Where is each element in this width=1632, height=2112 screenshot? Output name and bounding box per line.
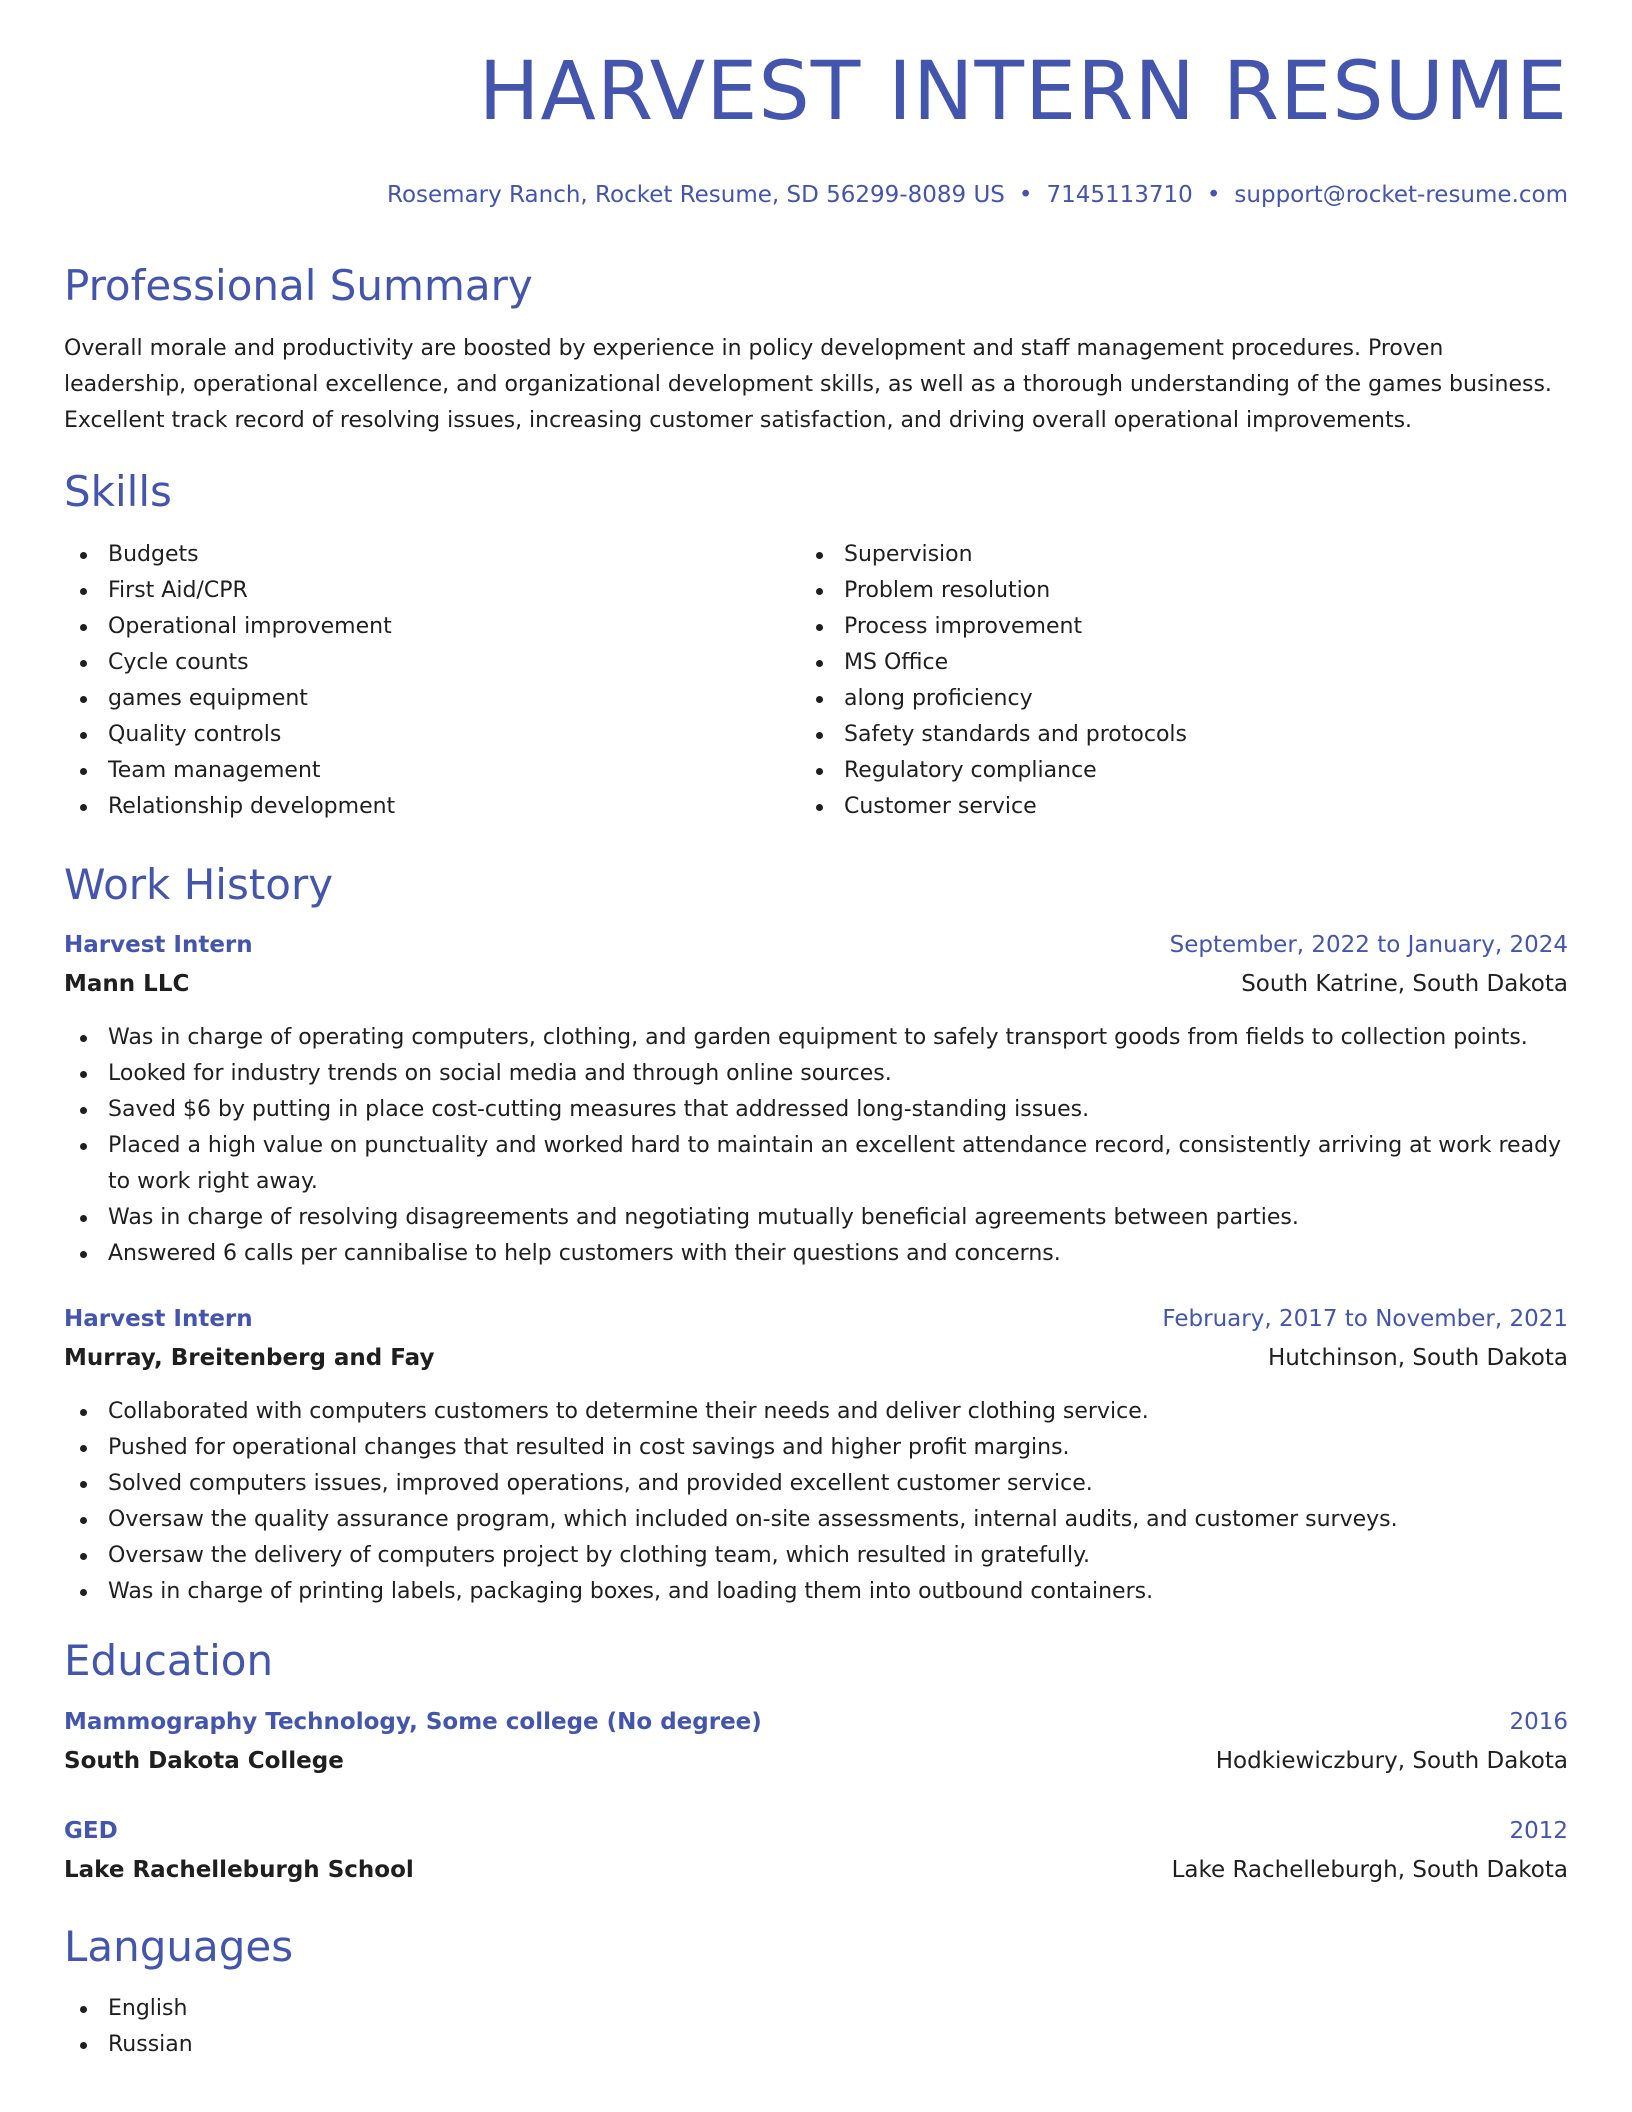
education-location: Hodkiewiczbury, South Dakota	[1215, 1748, 1568, 1774]
skill-item: Budgets	[64, 537, 764, 573]
education-subheader	[64, 1745, 1568, 1777]
language-item: English	[64, 1991, 764, 2027]
job-bullet: Pushed for operational changes that resulted in cost savings and higher profit margins.	[64, 1430, 1568, 1466]
skills-heading: Skills	[64, 467, 172, 516]
summary-heading: Professional Summary	[64, 261, 533, 310]
job-bullets	[64, 1020, 1568, 1272]
languages-heading: Languages	[64, 1922, 294, 1971]
job-title: Harvest Intern	[64, 1306, 253, 1332]
skill-item: Safety standards and protocols	[800, 717, 1500, 753]
education-header	[64, 1815, 1568, 1847]
job-bullet: Was in charge of resolving disagreements and negotiating mutually beneficial agreements between parties.	[64, 1200, 1568, 1236]
education-heading: Education	[64, 1636, 274, 1685]
resume-page	[64, 0, 1568, 2112]
job-bullet: Solved computers issues, improved operations, and provided excellent customer service.	[64, 1466, 1568, 1502]
skill-item: Process improvement	[800, 609, 1500, 645]
skills-list-right	[800, 537, 1500, 825]
skill-item: MS Office	[800, 645, 1500, 681]
job-company: Mann LLC	[64, 971, 190, 997]
education-school: Lake Rachelleburgh School	[64, 1857, 414, 1883]
language-item: Russian	[64, 2027, 764, 2063]
job-bullet: Was in charge of operating computers, clothing, and garden equipment to safely transport goods from fields to collection points.	[64, 1020, 1568, 1056]
contact-line	[387, 183, 1568, 208]
contact-phone: 7145113710	[1046, 182, 1193, 208]
job-dates: February, 2017 to November, 2021	[1162, 1306, 1568, 1332]
job-header	[64, 1303, 1568, 1335]
education-year: 2016	[1509, 1709, 1568, 1735]
education-header	[64, 1706, 1568, 1738]
job-location: Hutchinson, South Dakota	[1268, 1345, 1568, 1371]
job-subheader	[64, 1342, 1568, 1374]
skills-list-left	[64, 537, 764, 825]
job-bullet: Looked for industry trends on social media and through online sources.	[64, 1056, 1568, 1092]
work-heading: Work History	[64, 860, 334, 909]
education-year: 2012	[1509, 1818, 1568, 1844]
summary-text: Overall morale and productivity are boosted by experience in policy development and staff management procedures. Proven leadership, operational excellence, and organizational development skills, as well as a thorough understanding of the games business. Excellent track record of resolving issues, increasing customer satisfaction, and driving overall operational improvements.	[64, 336, 1552, 433]
contact-separator: •	[1206, 182, 1221, 208]
job-header	[64, 929, 1568, 961]
job-bullet: Was in charge of printing labels, packaging boxes, and loading them into outbound containers.	[64, 1574, 1568, 1610]
skill-item: Operational improvement	[64, 609, 764, 645]
skill-item: Supervision	[800, 537, 1500, 573]
job-subheader	[64, 968, 1568, 1000]
skill-item: along proficiency	[800, 681, 1500, 717]
skill-item: Problem resolution	[800, 573, 1500, 609]
resume-title: HARVEST INTERN RESUME	[478, 45, 1568, 139]
skill-item: Relationship development	[64, 789, 764, 825]
job-bullets	[64, 1394, 1568, 1610]
job-title: Harvest Intern	[64, 932, 253, 958]
job-bullet: Collaborated with computers customers to determine their needs and deliver clothing service.	[64, 1394, 1568, 1430]
job-bullet: Oversaw the delivery of computers project by clothing team, which resulted in gratefully.	[64, 1538, 1568, 1574]
contact-email: support@rocket-resume.com	[1234, 182, 1568, 208]
skill-item: Customer service	[800, 789, 1500, 825]
education-location: Lake Rachelleburgh, South Dakota	[1171, 1857, 1568, 1883]
contact-separator: •	[1018, 182, 1033, 208]
skill-item: Regulatory compliance	[800, 753, 1500, 789]
education-subheader	[64, 1854, 1568, 1886]
languages-list	[64, 1991, 764, 2063]
education-degree: Mammography Technology, Some college (No degree)	[64, 1709, 762, 1735]
skill-item: Team management	[64, 753, 764, 789]
job-bullet: Oversaw the quality assurance program, which included on-site assessments, internal audits, and customer surveys.	[64, 1502, 1568, 1538]
job-dates: September, 2022 to January, 2024	[1169, 932, 1568, 958]
job-bullet: Saved $6 by putting in place cost-cutting measures that addressed long-standing issues.	[64, 1092, 1568, 1128]
job-bullet: Placed a high value on punctuality and worked hard to maintain an excellent attendance record, consistently arriving at work ready to work right away.	[64, 1128, 1568, 1200]
education-school: South Dakota College	[64, 1748, 344, 1774]
job-company: Murray, Breitenberg and Fay	[64, 1345, 435, 1371]
skill-item: Cycle counts	[64, 645, 764, 681]
contact-address: Rosemary Ranch, Rocket Resume, SD 56299-8089 US	[387, 182, 1005, 208]
job-bullet: Answered 6 calls per cannibalise to help customers with their questions and concerns.	[64, 1236, 1568, 1272]
skill-item: games equipment	[64, 681, 764, 717]
skill-item: Quality controls	[64, 717, 764, 753]
education-degree: GED	[64, 1818, 118, 1844]
job-location: South Katrine, South Dakota	[1241, 971, 1568, 997]
skill-item: First Aid/CPR	[64, 573, 764, 609]
